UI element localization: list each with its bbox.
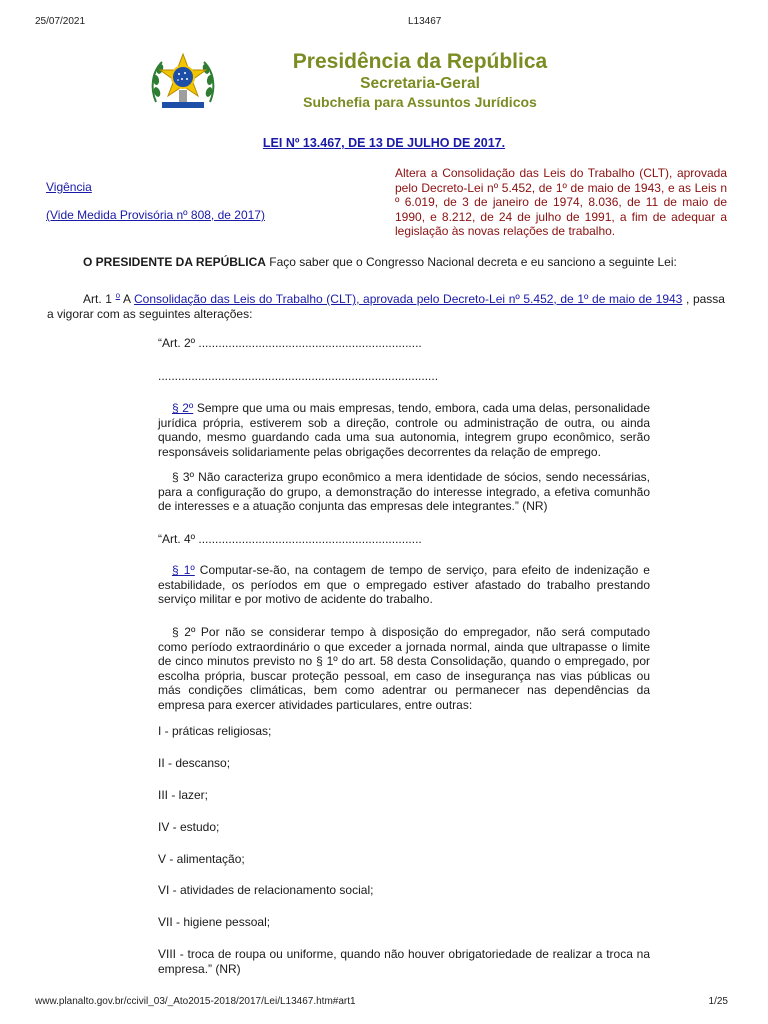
art2-paragraph-2 xyxy=(158,401,650,459)
print-title: L13467 xyxy=(408,16,442,27)
clt-link[interactable]: Consolidação das Leis do Trabalho (CLT), aprovada pelo Decreto-Lei nº 5.452, de 1º de maio de 1943 xyxy=(134,292,683,306)
list-item: VI - atividades de relacionamento social; xyxy=(158,883,374,897)
masthead xyxy=(270,50,570,111)
print-header xyxy=(35,16,728,30)
footer-page-number: 1/25 xyxy=(708,996,728,1007)
list-item: I - práticas religiosas; xyxy=(158,724,272,738)
art1-a: A xyxy=(120,292,135,306)
art4-paragraph-1 xyxy=(158,563,650,607)
art2-paragraph-3: § 3º Não caracteriza grupo econômico a mera identidade de sócios, sendo necessárias, para a configuração do grupo, a demonstração do interesse integrado, a efetiva comunhão de interesses e a atuação conjunta das empresas dele integrantes.” (NR) xyxy=(158,470,650,514)
vide-medida-provisoria-link[interactable]: (Vide Medida Provisória nº 808, de 2017) xyxy=(46,208,265,222)
art1-ordinal-link[interactable]: o xyxy=(115,291,121,300)
vigencia-link[interactable]: Vigência xyxy=(46,180,92,194)
preamble-text: Faço saber que o Congresso Nacional decreta e eu sanciono a seguinte Lei: xyxy=(265,255,677,269)
masthead-subtitle: Secretaria-Geral xyxy=(360,75,480,92)
law-title xyxy=(0,136,768,150)
art1-suffix: , passa a vigorar com as seguintes alterações: xyxy=(47,292,725,321)
art4-par1-link[interactable]: § 1º xyxy=(172,563,195,577)
law-title-link[interactable]: LEI Nº 13.467, DE 13 DE JULHO DE 2017. xyxy=(262,136,506,150)
footer-url: www.planalto.gov.br/ccivil_03/_Ato2015-2018/2017/Lei/L13467.htm#art1 xyxy=(35,996,356,1007)
list-item: II - descanso; xyxy=(158,756,231,770)
ementa: Altera a Consolidação das Leis do Trabalho (CLT), aprovada pelo Decreto-Lei nº 5.452, de 1º de maio de 1943, e as Leis n º 6.019, de 3 de janeiro de 1974, 8.036, de 11 de maio de 1990, e 8.212, de 24 de julho de 1991, a fim de adequar a legislação às novas relações de trabalho. xyxy=(395,166,727,239)
preamble-president: O PRESIDENTE DA REPÚBLICA xyxy=(83,255,266,269)
coat-of-arms-icon xyxy=(148,52,218,114)
art2-heading: “Art. 2º ................................................................... xyxy=(158,336,422,350)
art1-prefix: Art. 1 xyxy=(83,292,116,306)
art1-paragraph xyxy=(47,289,725,321)
art2-par2-text: Sempre que uma ou mais empresas, tendo, embora, cada uma delas, personalidade jurídica própria, estiverem sob a direção, controle ou administração de outra, ou ainda quando, mesmo guardando cada uma sua autonomia, integrem grupo econômico, serão responsáveis solidariamente pelas obrigações decorrentes da relação de emprego. xyxy=(158,401,650,459)
print-date: 25/07/2021 xyxy=(35,16,86,27)
list-item-8: VIII - troca de roupa ou uniforme, quando não houver obrigatoriedade de realizar a troca na empresa.” (NR) xyxy=(158,947,650,976)
masthead-department: Subchefia para Assuntos Jurídicos xyxy=(303,94,537,110)
dotted-line: .................................................................................... xyxy=(158,369,439,383)
art4-par1-text: Computar-se-ão, na contagem de tempo de serviço, para efeito de indenização e estabilidade, os períodos em que o empregado estiver afastado do trabalho prestando serviço militar e por motivo de acidente do trabalho. xyxy=(158,563,650,607)
list-item: IV - estudo; xyxy=(158,820,220,834)
preamble xyxy=(47,255,725,270)
art2-par2-link[interactable]: § 2º xyxy=(172,401,194,415)
art4-heading: “Art. 4º ................................................................... xyxy=(158,532,422,546)
list-item: V - alimentação; xyxy=(158,852,245,866)
list-item: III - lazer; xyxy=(158,788,209,802)
masthead-title: Presidência da República xyxy=(292,50,548,73)
print-footer xyxy=(35,996,728,1010)
list-item: VII - higiene pessoal; xyxy=(158,915,271,929)
art4-paragraph-2: § 2º Por não se considerar tempo à disposição do empregador, não será computado como período extraordinário o que exceder a jornada normal, ainda que ultrapasse o limite de cinco minutos previsto no § 1º do art. 58 desta Consolidação, quando o empregado, por escolha própria, buscar proteção pessoal, em caso de insegurança nas vias públicas ou más condições climáticas, bem como adentrar ou permanecer nas dependências da empresa para exercer atividades particulares, entre outras: xyxy=(158,625,650,712)
